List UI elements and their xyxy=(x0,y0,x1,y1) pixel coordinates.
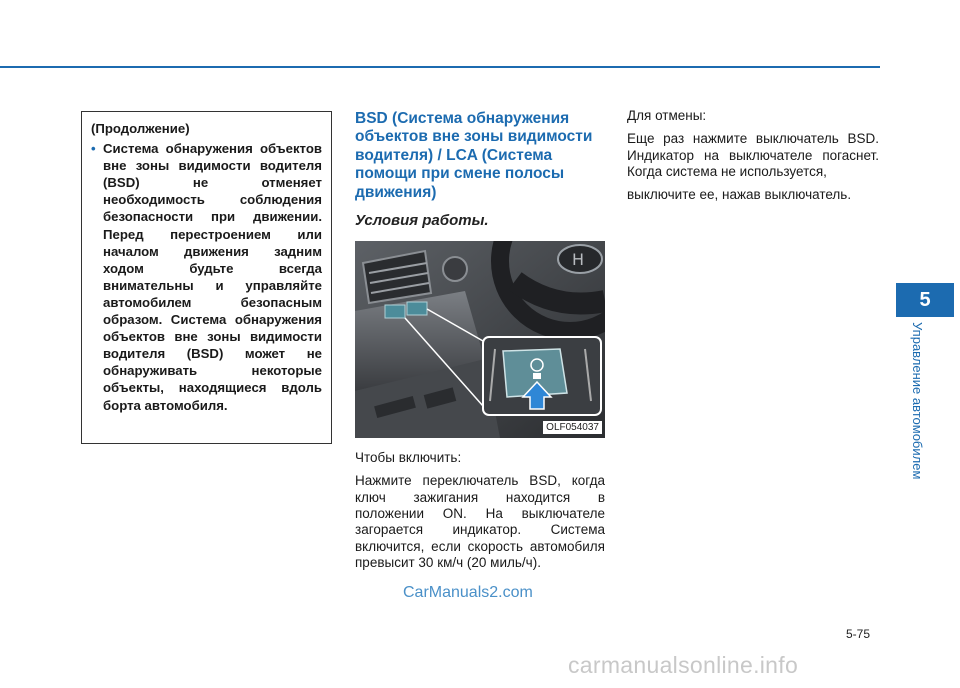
turn-on-label: Чтобы включить: xyxy=(355,450,462,466)
warning-heading: (Продолжение) xyxy=(91,121,190,136)
column-right xyxy=(627,108,879,210)
figure-label: OLF054037 xyxy=(543,421,602,434)
svg-text:H: H xyxy=(572,250,585,270)
bullet-icon: • xyxy=(91,141,96,157)
warning-text: Система обнаружения объектов вне зоны видимости водителя (BSD) не отменяет необходимость соблюдения безопасности при движении. Перед перестроением или началом движения задним ходом будьте всегда внимательны и управляйте автомобилем безопасным образом. Система обнаружения объектов вне зоны видимости водителя (BSD) может не обнаруживать некоторые объекты, находящиеся вдоль борта автомобиля. xyxy=(103,141,322,413)
footer-watermark: carmanualsonline.info xyxy=(568,652,799,678)
dashboard-illustration xyxy=(355,241,605,438)
bsd-switch-figure xyxy=(355,241,605,438)
chapter-title-vertical: Управление автомобилем xyxy=(910,322,925,480)
section-title: BSD (Система обнаружения объектов вне зоны видимости водителя) / LCA (Система помощи при смене полосы движения) xyxy=(355,110,593,201)
top-rule xyxy=(0,66,880,68)
warning-item xyxy=(91,140,322,414)
cancel-text-2: выключите ее, нажав выключатель. xyxy=(627,187,852,203)
page-number: 5-75 xyxy=(846,627,871,641)
cancel-label: Для отмены: xyxy=(627,108,707,123)
watermark-link[interactable]: CarManuals2.com xyxy=(403,584,533,601)
warning-box xyxy=(81,111,332,444)
cancel-text-1: Еще раз нажмите выключатель BSD. Индикатор на выключателе погаснет. Когда система не используется, xyxy=(627,131,879,179)
chapter-number-tab: 5 xyxy=(896,283,954,317)
column-middle xyxy=(355,110,605,571)
section-subheading: Условия работы. xyxy=(355,212,489,230)
turn-on-text: Нажмите переключатель BSD, когда ключ зажигания находится в положении ON. На выключателе загорается индикатор. Система включится, если скорость автомобиля превысит 30 км/ч (20 миль/ч). xyxy=(355,473,605,570)
